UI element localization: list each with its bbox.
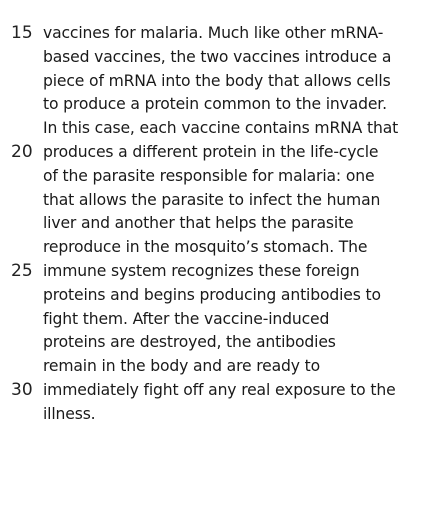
passage-line [0,308,430,332]
passage-line [0,379,430,403]
passage-line [0,260,430,284]
line-text: based vaccines, the two vaccines introduce a [43,47,392,66]
line-text: liver and another that helps the parasite [43,214,354,233]
passage-line [0,141,430,165]
passage-line [0,403,430,427]
line-number: 20 [11,141,33,162]
line-text: remain in the body and are ready to [43,357,320,376]
line-text: to produce a protein common to the invader. [43,95,387,114]
passage-line [0,189,430,213]
line-text: In this case, each vaccine contains mRNA that [43,119,399,138]
passage-line [0,236,430,260]
line-text: immediately fight off any real exposure to the [43,380,396,399]
line-text: proteins and begins producing antibodies to [43,285,381,304]
line-text: that allows the parasite to infect the human [43,190,381,209]
passage-line [0,331,430,355]
line-text: fight them. After the vaccine-induced [43,309,330,328]
line-number: 15 [11,23,33,43]
line-text: reproduce in the mosquito’s stomach. The [43,238,368,257]
passage-line [0,284,430,308]
line-number: 25 [11,260,33,281]
line-number: 30 [11,379,33,400]
passage-line [0,70,430,94]
passage-line [0,165,430,189]
line-text: immune system recognizes these foreign [43,261,360,280]
passage-line [0,46,430,70]
passage-line [0,117,430,141]
passage-line [0,355,430,379]
line-text: piece of mRNA into the body that allows cells [43,71,391,90]
line-text: vaccines for malaria. Much like other mRNA- [43,24,384,42]
passage-line [0,212,430,236]
line-text: produces a different protein in the life-cycle [43,142,379,161]
passage-line [0,93,430,117]
line-text: proteins are destroyed, the antibodies [43,333,336,352]
reading-passage [0,22,430,427]
passage-line [0,22,430,46]
line-text: of the parasite responsible for malaria: one [43,166,375,185]
line-text: illness. [43,404,96,423]
